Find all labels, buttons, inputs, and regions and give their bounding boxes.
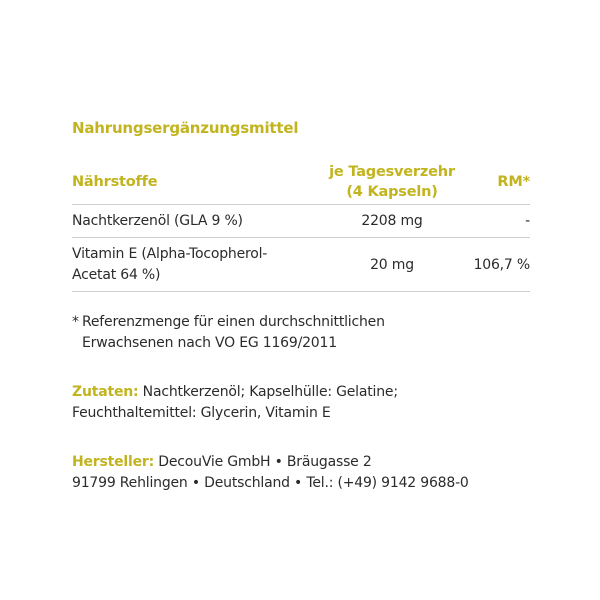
header-daily-intake-line1: je Tagesverzehr xyxy=(329,164,455,180)
table-row xyxy=(72,205,530,238)
footnote-marker: * xyxy=(72,314,79,330)
supplement-info-panel xyxy=(72,118,530,494)
manufacturer-line1 xyxy=(72,452,530,473)
nutrient-name-line2: Acetat 64 %) xyxy=(72,267,161,283)
product-type-heading: Nahrungsergänzungsmittel xyxy=(72,119,299,137)
nutrient-name xyxy=(72,238,322,292)
nutrient-amount: 20 mg xyxy=(322,238,462,292)
ingredients-text-line1: Nachtkerzenöl; Kapselhülle: Gelatine; xyxy=(138,384,398,400)
nutrient-rm: 106,7 % xyxy=(462,238,530,292)
manufacturer-text-line1: DecouVie GmbH • Bräugasse 2 xyxy=(154,454,372,470)
ingredients-label: Zutaten: xyxy=(72,384,139,400)
table-row xyxy=(72,238,530,292)
ingredients-section xyxy=(72,382,530,424)
ingredients-text-line2: Feuchthaltemittel: Glycerin, Vitamin E xyxy=(72,405,331,421)
nutrient-name: Nachtkerzenöl (GLA 9 %) xyxy=(72,205,322,238)
reference-footnote xyxy=(72,312,530,354)
manufacturer-label: Hersteller: xyxy=(72,454,155,470)
footnote-text xyxy=(82,312,385,354)
header-reference-amount: RM* xyxy=(497,174,530,190)
nutrient-name-line1: Vitamin E (Alpha-Tocopherol- xyxy=(72,246,268,262)
manufacturer-text-line2: 91799 Rehlingen • Deutschland • Tel.: (+49) 9142 9688-0 xyxy=(72,475,469,491)
header-daily-intake-line2: (4 Kapseln) xyxy=(346,184,438,200)
nutrient-table xyxy=(72,162,530,292)
footnote-line1: Referenzmenge für einen durchschnittlichen xyxy=(82,314,385,330)
header-nutrients: Nährstoffe xyxy=(72,174,158,190)
header-daily-intake xyxy=(322,162,462,205)
manufacturer-section xyxy=(72,452,530,494)
nutrient-rm: - xyxy=(462,205,530,238)
nutrient-amount: 2208 mg xyxy=(322,205,462,238)
nutrient-table-header-row xyxy=(72,162,530,205)
footnote-line2: Erwachsenen nach VO EG 1169/2011 xyxy=(82,335,337,351)
ingredients-line1 xyxy=(72,382,530,403)
